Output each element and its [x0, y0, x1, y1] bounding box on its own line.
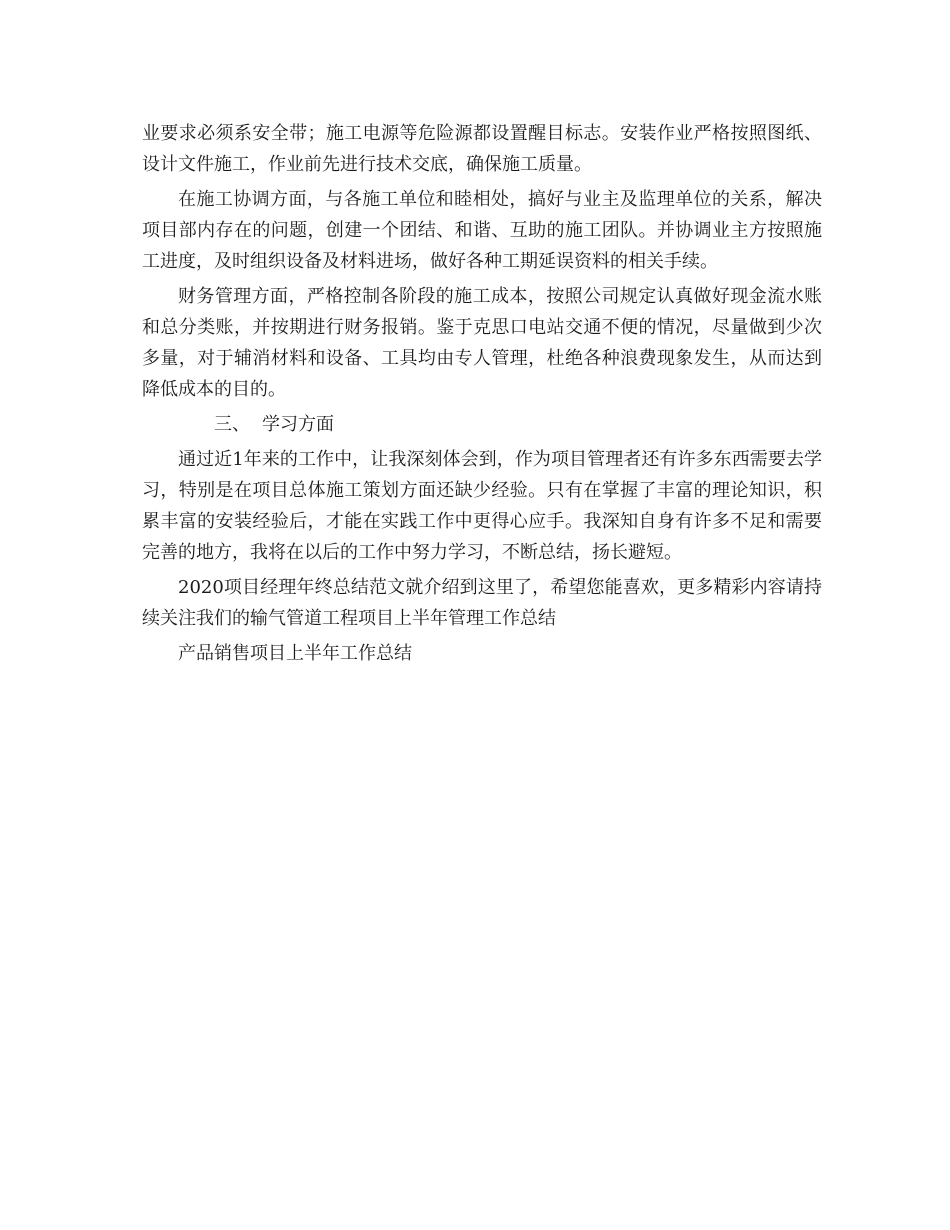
paragraph-closing-note: 2020项目经理年终总结范文就介绍到这里了，希望您能喜欢，更多精彩内容请持续关注我们的输气管道工程项目上半年管理工作总结 — [142, 577, 822, 629]
section-heading-learning — [142, 409, 822, 440]
section-heading-number: 三、 — [214, 414, 250, 435]
paragraph-safety-continuation: 业要求必须系安全带；施工电源等危险源都设置醒目标志。安装作业严格按照图纸、设计文件施工，作业前先进行技术交底，确保施工质量。 — [142, 123, 822, 175]
document-body — [142, 118, 822, 673]
paragraph-related-link: 产品销售项目上半年工作总结 — [178, 643, 412, 664]
paragraph-learning-reflection: 通过近1年来的工作中，让我深刻体会到，作为项目管理者还有许多东西需要去学习，特别是在项目总体施工策划方面还缺少经验。只有在掌握了丰富的理论知识，积累丰富的安装经验后，才能在实践工作中更得心应手。我深知自身有许多不足和需要完善的地方，我将在以后的工作中努力学习，不断总结，扬长避短。 — [142, 449, 822, 563]
paragraph-financial-management: 财务管理方面，严格控制各阶段的施工成本，按照公司规定认真做好现金流水账和总分类账，并按期进行财务报销。鉴于克思口电站交通不便的情况，尽量做到少次多量，对于辅消材料和设备、工具均由专人管理，杜绝各种浪费现象发生，从而达到降低成本的目的。 — [142, 286, 822, 400]
paragraph-construction-coordination: 在施工协调方面，与各施工单位和睦相处，搞好与业主及监理单位的关系，解决项目部内存在的问题，创建一个团结、和谐、互助的施工团队。并协调业主方按照施工进度，及时组织设备及材料进场，做好各种工期延误资料的相关手续。 — [142, 189, 822, 272]
section-heading-title: 学习方面 — [262, 414, 334, 435]
